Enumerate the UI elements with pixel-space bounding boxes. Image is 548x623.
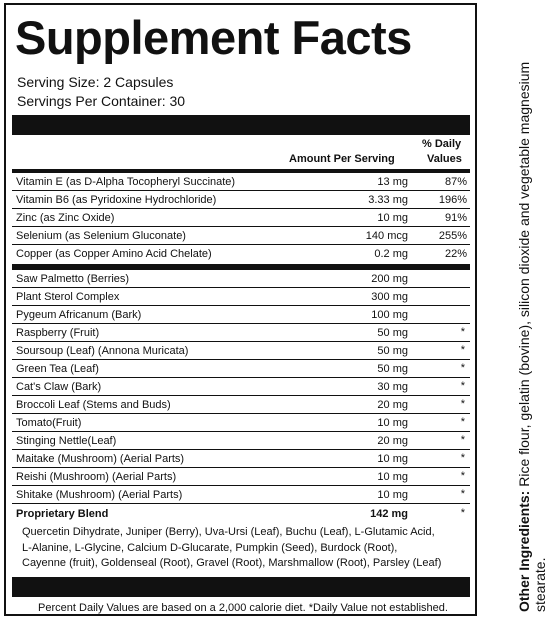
blend-amount: 142 mg xyxy=(370,508,408,520)
nutrient-daily-value: 91% xyxy=(444,212,467,224)
nutrient-daily-value: * xyxy=(460,344,465,356)
daily-value-header-line1: % Daily xyxy=(422,138,462,150)
nutrient-name: Pygeum Africanum (Bark) xyxy=(16,309,142,321)
nutrient-row xyxy=(12,432,470,450)
nutrient-row xyxy=(12,173,470,191)
nutrient-row xyxy=(12,227,470,245)
other-ingredients-label: Other Ingredients: xyxy=(516,490,532,612)
other-ingredients-text: Rice flour, gelatin (bovine), silicon dioxide and vegetable magnesium stearate. xyxy=(516,61,548,612)
nutrient-amount: 20 mg xyxy=(377,435,408,447)
nutrient-amount: 10 mg xyxy=(377,489,408,501)
nutrient-name: Vitamin E (as D-Alpha Tocopheryl Succinate) xyxy=(16,176,236,188)
nutrient-daily-value: * xyxy=(460,416,465,428)
blend-ingredients-line: L-Alanine, L-Glycine, Calcium D-Glucarate, Pumpkin (Seed), Burdock (Root), xyxy=(22,541,398,554)
nutrient-row xyxy=(12,270,470,288)
top-thick-bar xyxy=(12,115,470,135)
nutrient-daily-value: * xyxy=(460,398,465,410)
nutrient-name: Selenium (as Selenium Gluconate) xyxy=(16,230,186,242)
nutrient-amount: 0.2 mg xyxy=(374,248,408,260)
nutrient-daily-value: * xyxy=(460,362,465,374)
nutrient-name: Shitake (Mushroom) (Aerial Parts) xyxy=(16,489,183,501)
nutrient-daily-value: * xyxy=(460,434,465,446)
bottom-thick-bar xyxy=(12,577,470,597)
nutrient-row xyxy=(12,306,470,324)
nutrient-daily-value: * xyxy=(460,380,465,392)
nutrient-amount: 200 mg xyxy=(371,273,408,285)
panel-title: Supplement Facts xyxy=(15,11,412,64)
nutrient-row xyxy=(12,324,470,342)
nutrient-row xyxy=(12,450,470,468)
nutrient-name: Saw Palmetto (Berries) xyxy=(16,273,130,285)
nutrient-name: Soursoup (Leaf) (Annona Muricata) xyxy=(16,345,189,357)
nutrient-amount: 50 mg xyxy=(377,345,408,357)
other-ingredients xyxy=(516,52,548,612)
nutrient-daily-value: 22% xyxy=(444,248,467,260)
nutrient-amount: 30 mg xyxy=(377,381,408,393)
nutrient-row xyxy=(12,342,470,360)
nutrient-amount: 100 mg xyxy=(371,309,408,321)
nutrient-amount: 20 mg xyxy=(377,399,408,411)
nutrient-name: Reishi (Mushroom) (Aerial Parts) xyxy=(16,471,177,483)
supplement-facts-panel xyxy=(4,3,477,616)
nutrient-amount: 10 mg xyxy=(377,471,408,483)
nutrient-daily-value: 87% xyxy=(444,176,467,188)
nutrient-name: Vitamin B6 (as Pyridoxine Hydrochloride) xyxy=(16,194,217,206)
amount-per-serving-header: Amount Per Serving xyxy=(289,153,395,165)
nutrient-daily-value: * xyxy=(460,326,465,338)
nutrient-row xyxy=(12,288,470,306)
nutrient-name: Plant Sterol Complex xyxy=(16,291,120,303)
nutrient-name: Zinc (as Zinc Oxide) xyxy=(16,212,115,224)
nutrient-amount: 3.33 mg xyxy=(368,194,408,206)
nutrient-row xyxy=(12,378,470,396)
nutrient-daily-value: 255% xyxy=(438,230,467,242)
nutrient-row xyxy=(12,191,470,209)
servings-per-container: Servings Per Container: 30 xyxy=(17,93,186,109)
nutrient-name: Green Tea (Leaf) xyxy=(16,363,99,375)
nutrient-daily-value: * xyxy=(460,452,465,464)
nutrient-amount: 50 mg xyxy=(377,327,408,339)
nutrient-amount: 300 mg xyxy=(371,291,408,303)
nutrient-row xyxy=(12,486,470,504)
nutrient-row xyxy=(12,245,470,263)
nutrient-daily-value: * xyxy=(460,470,465,482)
nutrient-amount: 10 mg xyxy=(377,417,408,429)
footnote: Percent Daily Values are based on a 2,000 calorie diet. *Daily Value not established. xyxy=(38,602,448,614)
nutrient-name: Copper (as Copper Amino Acid Chelate) xyxy=(16,248,212,260)
daily-value-header-line2: Values xyxy=(427,153,462,165)
nutrient-row xyxy=(12,396,470,414)
blend-name: Proprietary Blend xyxy=(16,508,109,520)
nutrient-name: Cat's Claw (Bark) xyxy=(16,381,102,393)
proprietary-blend-row xyxy=(12,505,470,523)
nutrient-name: Maitake (Mushroom) (Aerial Parts) xyxy=(16,453,185,465)
serving-size: Serving Size: 2 Capsules xyxy=(17,74,174,90)
nutrient-name: Raspberry (Fruit) xyxy=(16,327,100,339)
nutrient-amount: 10 mg xyxy=(377,212,408,224)
blend-ingredients-line: Cayenne (fruit), Goldenseal (Root), Gravel (Root), Marshmallow (Root), Parsley (Leaf) xyxy=(22,557,442,569)
nutrient-amount: 13 mg xyxy=(377,176,408,188)
nutrient-name: Stinging Nettle(Leaf) xyxy=(16,435,117,447)
nutrient-amount: 140 mcg xyxy=(365,230,408,242)
nutrient-daily-value: * xyxy=(460,488,465,500)
nutrient-row xyxy=(12,414,470,432)
blend-dv: * xyxy=(460,507,465,519)
nutrient-name: Broccoli Leaf (Stems and Buds) xyxy=(16,399,171,411)
nutrient-name: Tomato(Fruit) xyxy=(16,417,82,429)
nutrient-row xyxy=(12,468,470,486)
nutrient-row xyxy=(12,360,470,378)
blend-ingredients-line: Quercetin Dihydrate, Juniper (Berry), Uva-Ursi (Leaf), Buchu (Leaf), L-Glutamic Acid, xyxy=(22,526,435,538)
nutrient-daily-value: 196% xyxy=(438,194,467,206)
nutrient-amount: 50 mg xyxy=(377,363,408,375)
nutrient-row xyxy=(12,209,470,227)
blend-ingredients xyxy=(22,525,468,572)
nutrient-amount: 10 mg xyxy=(377,453,408,465)
